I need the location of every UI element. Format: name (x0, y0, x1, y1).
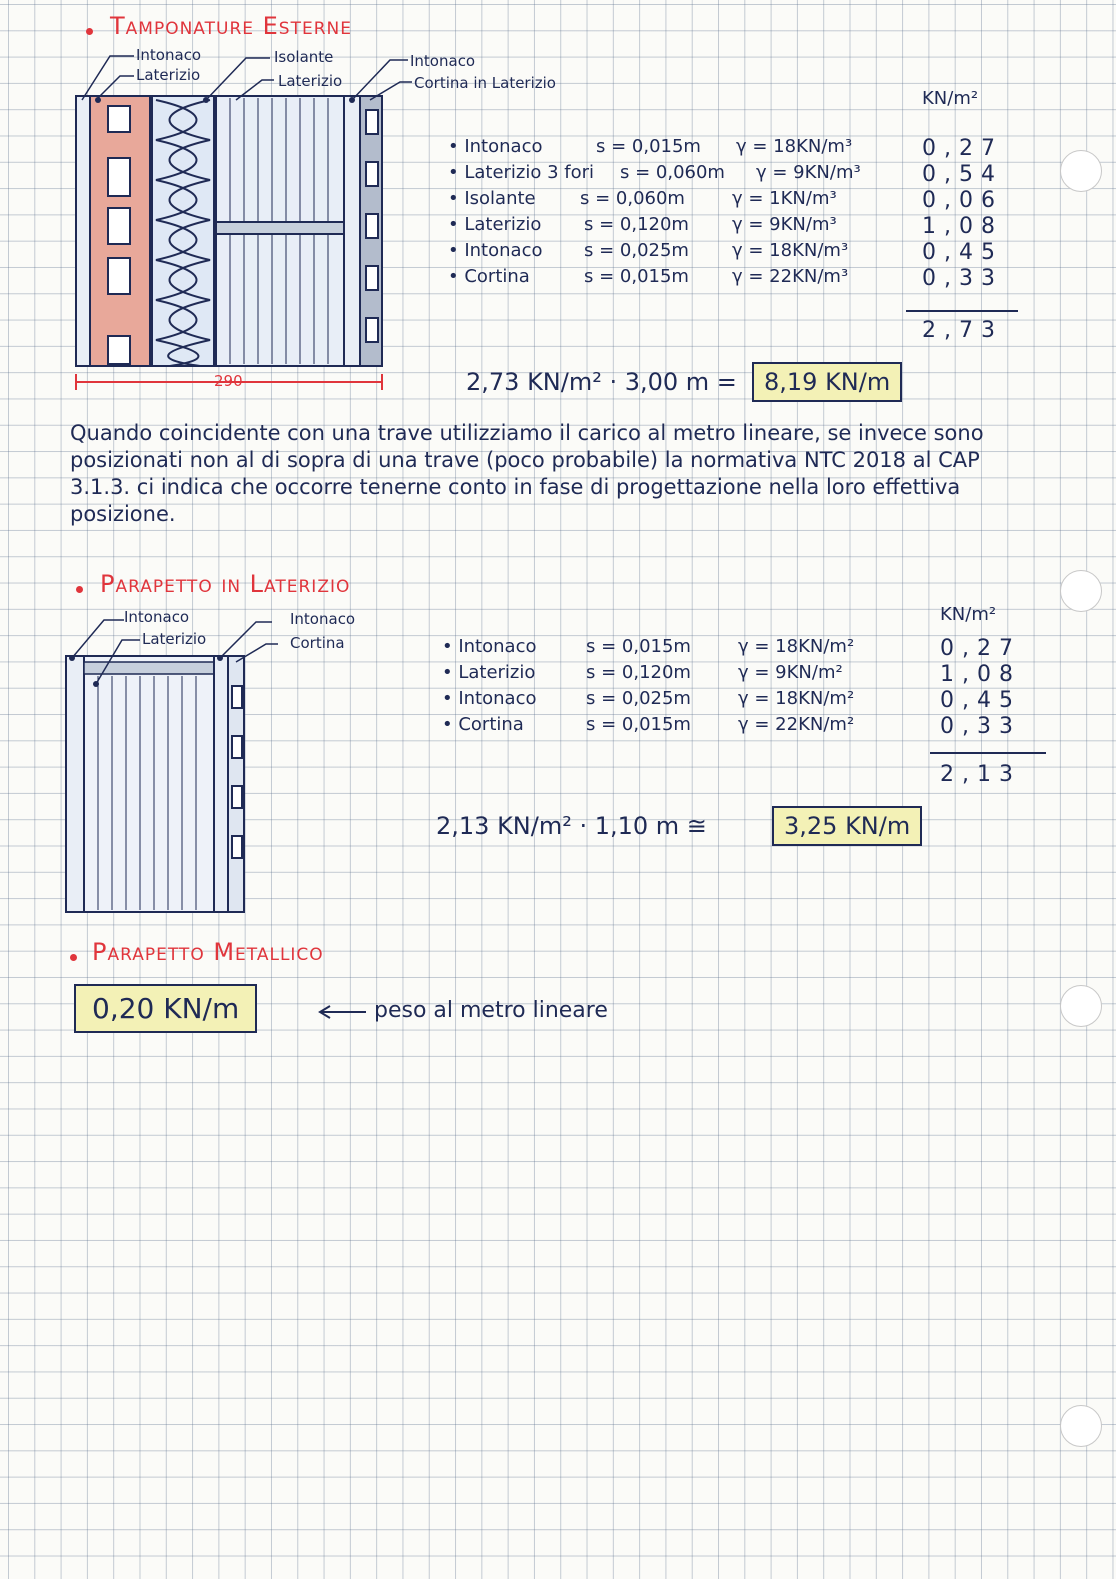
material-density: γ = 1KN/m³ (732, 188, 837, 209)
unit-header: KN/m² (922, 88, 979, 109)
material-thickness: s = 0,060m (580, 188, 685, 209)
material-density: γ = 9KN/m³ (756, 162, 861, 183)
label-laterizio: Laterizio (142, 630, 207, 648)
binder-hole (1060, 1405, 1102, 1447)
material-load: 0,06 (922, 188, 1003, 213)
binder-hole (1060, 150, 1102, 192)
material-name: • Intonaco (448, 240, 543, 261)
material-density: γ = 9KN/m² (738, 662, 843, 683)
section1-title: Tamponature Esterne (110, 12, 352, 40)
material-name: • Isolante (448, 188, 536, 209)
material-name: • Laterizio (442, 662, 536, 683)
material-thickness: s = 0,060m (620, 162, 725, 183)
material-thickness: s = 0,015m (586, 636, 691, 657)
label-laterizio: Laterizio (278, 72, 343, 90)
label-intonaco: Intonaco (290, 610, 356, 628)
label-cortina: Cortina (290, 634, 345, 652)
sum-line (906, 310, 1018, 312)
material-load: 0,27 (940, 636, 1021, 661)
load-equation: 2,13 KN/m² · 1,10 m ≅ (436, 812, 707, 840)
material-name: • Intonaco (442, 688, 537, 709)
material-load: 0,33 (940, 714, 1021, 739)
sum-line (930, 752, 1046, 754)
unit-header: KN/m² (940, 604, 997, 625)
material-load: 1,08 (940, 662, 1021, 687)
section3-title: Parapetto Metallico (92, 938, 324, 966)
material-name: • Intonaco (442, 636, 537, 657)
note-paragraph: Quando coincidente con una trave utilizziamo il carico al metro lineare, se invece sono posizionati non al di sopra di una trave (poco probabile) la normativa NTC 2018 al CAP 3.1.3. ci indica che occorre tenerne conto in fase di progettazione nella loro effettiva posizione. (70, 421, 984, 526)
dimension-label: 290 (214, 372, 243, 390)
result-box: 0,20 KN/m (74, 984, 257, 1033)
material-thickness: s = 0,025m (584, 240, 689, 261)
label-intonaco: Intonaco (124, 608, 190, 626)
material-density: γ = 18KN/m³ (732, 240, 849, 261)
binder-hole (1060, 570, 1102, 612)
material-thickness: s = 0,120m (584, 214, 689, 235)
material-thickness: s = 0,015m (584, 266, 689, 287)
material-load: 0,45 (940, 688, 1021, 713)
material-thickness: s = 0,025m (586, 688, 691, 709)
parapetto-diagram (60, 600, 260, 920)
material-thickness: s = 0,015m (586, 714, 691, 735)
label-isolante: Isolante (274, 48, 334, 66)
material-name: • Laterizio (448, 214, 542, 235)
material-name: • Laterizio 3 fori (448, 162, 595, 183)
material-thickness: s = 0,015m (596, 136, 701, 157)
result-box: 3,25 KN/m (772, 806, 922, 846)
load-equation: 2,73 KN/m² · 3,00 m = (466, 368, 737, 396)
label-laterizio: Laterizio (136, 66, 201, 84)
section2-title: Parapetto in Laterizio (100, 570, 351, 598)
material-density: γ = 22KN/m² (738, 714, 855, 735)
material-name: • Cortina (448, 266, 530, 287)
arrow-left-icon (318, 1006, 368, 1018)
material-name: • Cortina (442, 714, 524, 735)
material-density: γ = 18KN/m² (738, 688, 855, 709)
material-density: γ = 9KN/m³ (732, 214, 837, 235)
section-bullet (76, 586, 83, 593)
material-density: γ = 22KN/m³ (732, 266, 849, 287)
material-density: γ = 18KN/m³ (736, 136, 853, 157)
label-intonaco: Intonaco (410, 52, 476, 70)
material-load: 0,45 (922, 240, 1003, 265)
material-load: 0,54 (922, 162, 1003, 187)
binder-hole (1060, 985, 1102, 1027)
material-thickness: s = 0,120m (586, 662, 691, 683)
label-cortina: Cortina in Laterizio (414, 74, 556, 92)
material-load: 0,33 (922, 266, 1003, 291)
total-load: 2,13 (940, 762, 1021, 787)
total-load: 2,73 (922, 318, 1003, 343)
section-bullet (70, 954, 77, 961)
weight-note: peso al metro lineare (374, 998, 608, 1023)
material-name: • Intonaco (448, 136, 543, 157)
material-load: 0,27 (922, 136, 1003, 161)
label-intonaco: Intonaco (136, 46, 202, 64)
material-load: 1,08 (922, 214, 1003, 239)
section-bullet (86, 28, 93, 35)
material-density: γ = 18KN/m² (738, 636, 855, 657)
result-box: 8,19 KN/m (752, 362, 902, 402)
